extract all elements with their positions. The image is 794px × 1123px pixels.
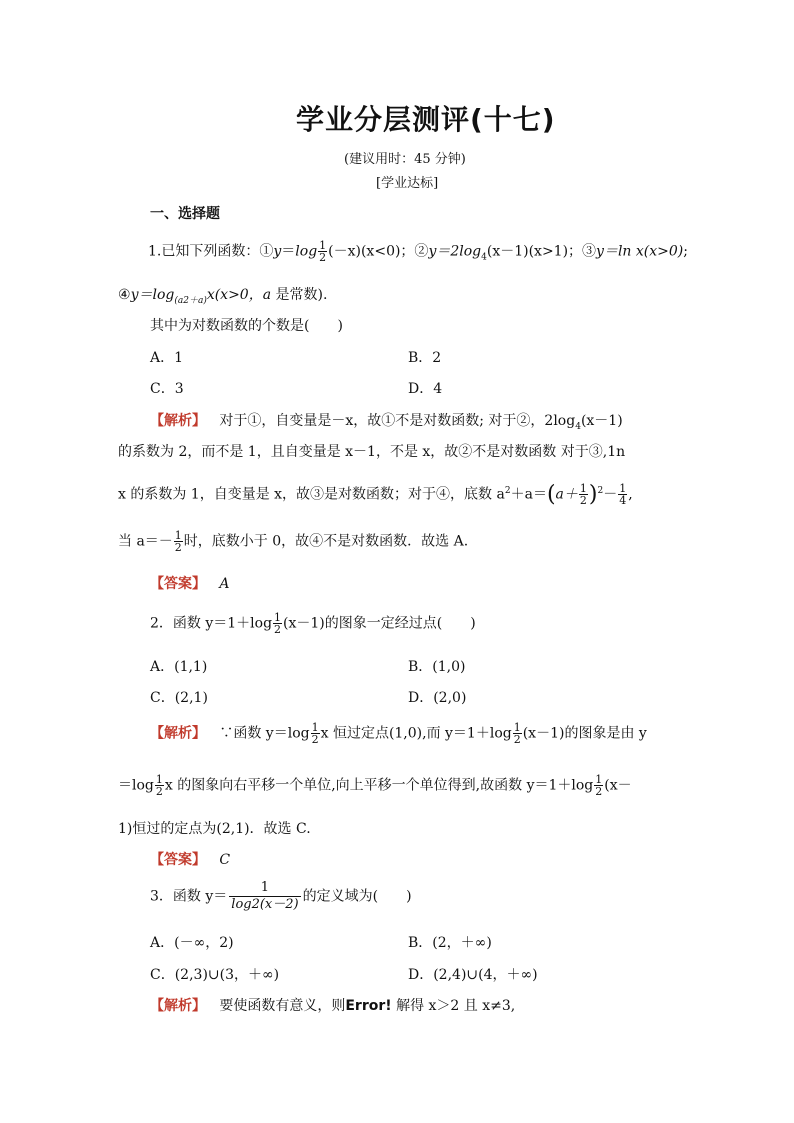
q1-option-c: C．3 bbox=[150, 381, 184, 397]
q2-analysis-line3: 1)恒过的定点为(2,1)．故选 C. bbox=[118, 821, 311, 837]
q2-option-b: B．(1,0) bbox=[408, 659, 466, 675]
q1-a4-frac bbox=[174, 530, 183, 553]
q2-analysis-line2 bbox=[118, 774, 632, 797]
q1-a3-fden: 2 bbox=[579, 494, 587, 507]
q1-line2-sub: (a2＋a) bbox=[174, 295, 207, 306]
q1-a4-fden: 2 bbox=[174, 541, 182, 554]
q2-a2-f2den: 2 bbox=[595, 785, 603, 798]
q2-a2-frac bbox=[155, 774, 164, 797]
q3-analysis-tag: 【解析】 bbox=[150, 998, 206, 1014]
q2-answer-tag: 【答案】 bbox=[150, 852, 206, 868]
q1-answer-tag: 【答案】 bbox=[150, 576, 206, 592]
q1-a3-minus: － bbox=[603, 486, 618, 503]
q2-answer: C bbox=[219, 852, 231, 868]
q2-a1-frac bbox=[311, 722, 320, 745]
q1-frac bbox=[318, 240, 327, 263]
q1-a4-rest: 时，底数小于 0，故④不是对数函数．故选 A. bbox=[183, 533, 469, 550]
q1-answer-line bbox=[150, 573, 229, 593]
q1-analysis-line2: 的系数为 2，而不是 1，且自变量是 x－1，不是 x，故②不是对数函数 对于③,1n bbox=[118, 444, 626, 460]
q1-a3-f2num: 1 bbox=[619, 482, 627, 495]
q1-analysis-line1 bbox=[150, 410, 623, 432]
q1-part2: y＝2log bbox=[428, 243, 482, 260]
q1-analysis-tag: 【解析】 bbox=[150, 413, 206, 429]
q3-a1-prefix: 要使函数有意义，则 bbox=[219, 998, 346, 1014]
q1-line1 bbox=[148, 240, 688, 263]
q2-frac-num: 1 bbox=[274, 611, 282, 624]
q2-a2-fden: 2 bbox=[155, 785, 163, 798]
q2-a1-f2den: 2 bbox=[513, 733, 521, 746]
q1-a3-rparen: ) bbox=[588, 482, 598, 507]
q1-part3: y＝ln x(x>0) bbox=[596, 243, 684, 260]
q2-a2-mid: x 的图象向右平移一个单位,向上平移一个单位得到,故函数 y＝1＋log bbox=[164, 777, 594, 794]
q1-line2-rest: x(x>0， bbox=[206, 287, 263, 303]
q3-option-d: D．(2,4)∪(4，＋∞) bbox=[408, 967, 538, 983]
q1-y: y bbox=[273, 243, 282, 260]
q1-a3-lparen: ( bbox=[546, 482, 556, 507]
q3-frac-den: log2(x－2) bbox=[231, 897, 299, 912]
q1-a4-fnum: 1 bbox=[174, 529, 182, 542]
q1-option-b: B．2 bbox=[408, 350, 442, 366]
q3-option-b: B．(2，＋∞) bbox=[408, 935, 492, 951]
q1-a3-fnum: 1 bbox=[579, 482, 587, 495]
q3-a1-rest: 解得 x＞2 且 x≠3, bbox=[391, 998, 516, 1014]
q1-a1-rest: (x－1) bbox=[580, 413, 623, 429]
q3-analysis-line1 bbox=[150, 995, 515, 1015]
q2-a2-fnum: 1 bbox=[155, 773, 163, 786]
q2-analysis-tag: 【解析】 bbox=[150, 725, 206, 742]
q2-a2-rest: (x－ bbox=[604, 777, 632, 794]
q1-analysis-line3 bbox=[118, 482, 633, 507]
q1-a3-frac2 bbox=[618, 483, 627, 506]
q3-stem bbox=[150, 880, 412, 913]
q1-a3-inner: a＋ bbox=[555, 486, 578, 503]
q2-a1-mid: x 恒过定点(1,0),而 y＝1＋log bbox=[320, 725, 512, 742]
q1-a3-sup: 2 bbox=[504, 485, 511, 496]
page-title: 学业分层测评(十七) bbox=[296, 103, 556, 136]
q3-frac bbox=[229, 880, 300, 913]
q1-line2-tail: 是常数). bbox=[271, 287, 328, 303]
time-note: (建议用时：45 分钟) bbox=[344, 152, 466, 167]
q2-stem-prefix: 2．函数 y＝1＋log bbox=[150, 615, 273, 632]
q1-stem: 其中为对数函数的个数是( ) bbox=[150, 318, 343, 334]
q3-frac-num: 1 bbox=[229, 880, 300, 897]
q1-prefix: 1.已知下列函数：① bbox=[148, 243, 274, 260]
q1-part2-rest: (x－1)(x>1)；③ bbox=[486, 243, 597, 260]
q2-answer-line bbox=[150, 849, 230, 869]
q1-option-d: D．4 bbox=[408, 381, 443, 397]
section-tag: [学业达标] bbox=[376, 176, 439, 191]
q1-a3-end: , bbox=[628, 486, 633, 503]
q2-frac bbox=[273, 612, 282, 635]
q1-a3-f2den: 4 bbox=[619, 494, 627, 507]
q1-a1: 对于①，自变量是－x，故①不是对数函数; 对于②，2log bbox=[219, 413, 576, 429]
q1-part1-rest: (－x)(x<0)；② bbox=[328, 243, 429, 260]
q3-option-c: C．(2,3)∪(3，＋∞) bbox=[150, 967, 280, 983]
q1-frac-den: 2 bbox=[319, 251, 327, 264]
q2-a1-rest: (x－1)的图象是由 y bbox=[522, 725, 647, 742]
q2-a2-prefix: ＝log bbox=[118, 777, 154, 794]
q1-part2-sub: 4 bbox=[481, 252, 487, 263]
q1-line2-main: y＝log bbox=[130, 287, 175, 303]
q2-option-d: D．(2,0) bbox=[408, 690, 467, 706]
q1-eq: ＝ bbox=[281, 243, 296, 260]
q1-part3-end: ; bbox=[683, 243, 688, 260]
q1-line2-a: a bbox=[262, 287, 272, 303]
q1-option-a: A．1 bbox=[150, 350, 184, 366]
q2-a1-fden: 2 bbox=[311, 733, 319, 746]
q1-log: log bbox=[295, 243, 318, 260]
q1-a3-sq: 2 bbox=[597, 485, 604, 496]
q1-frac-num: 1 bbox=[319, 239, 327, 252]
q1-line2-prefix: ④ bbox=[118, 287, 131, 303]
q2-a1-fnum: 1 bbox=[311, 721, 319, 734]
q3-stem-prefix: 3．函数 y＝ bbox=[150, 888, 228, 905]
q2-frac-den: 2 bbox=[274, 623, 282, 636]
q2-stem bbox=[150, 612, 476, 635]
q1-a3-frac bbox=[579, 483, 588, 506]
q3-stem-rest: 的定义域为( ) bbox=[302, 888, 412, 905]
q2-a2-frac2 bbox=[594, 774, 603, 797]
q1-analysis-line4 bbox=[118, 530, 468, 553]
q2-a1-frac2 bbox=[513, 722, 522, 745]
section-heading: 一、选择题 bbox=[150, 206, 220, 222]
q2-stem-rest: (x－1)的图象一定经过点( ) bbox=[283, 615, 476, 632]
q1-a1-sub: 4 bbox=[575, 421, 581, 432]
q2-a1-f2num: 1 bbox=[513, 721, 521, 734]
q2-a2-f2num: 1 bbox=[595, 773, 603, 786]
q2-option-a: A．(1,1) bbox=[150, 659, 208, 675]
q2-a1-prefix: ∵函数 y＝log bbox=[219, 725, 310, 742]
q1-a4-start: 当 a＝－ bbox=[118, 533, 173, 550]
q1-answer: A bbox=[219, 576, 230, 592]
q1-line2 bbox=[118, 284, 327, 306]
q2-analysis-line1 bbox=[150, 722, 647, 745]
q3-option-a: A．(－∞，2) bbox=[150, 935, 234, 951]
q2-option-c: C．(2,1) bbox=[150, 690, 208, 706]
q1-a3-start: x 的系数为 1，自变量是 x，故③是对数函数；对于④，底数 a bbox=[118, 486, 505, 503]
q1-a3-mid: ＋a＝ bbox=[510, 486, 547, 503]
q3-a1-error: Error! bbox=[345, 998, 392, 1014]
